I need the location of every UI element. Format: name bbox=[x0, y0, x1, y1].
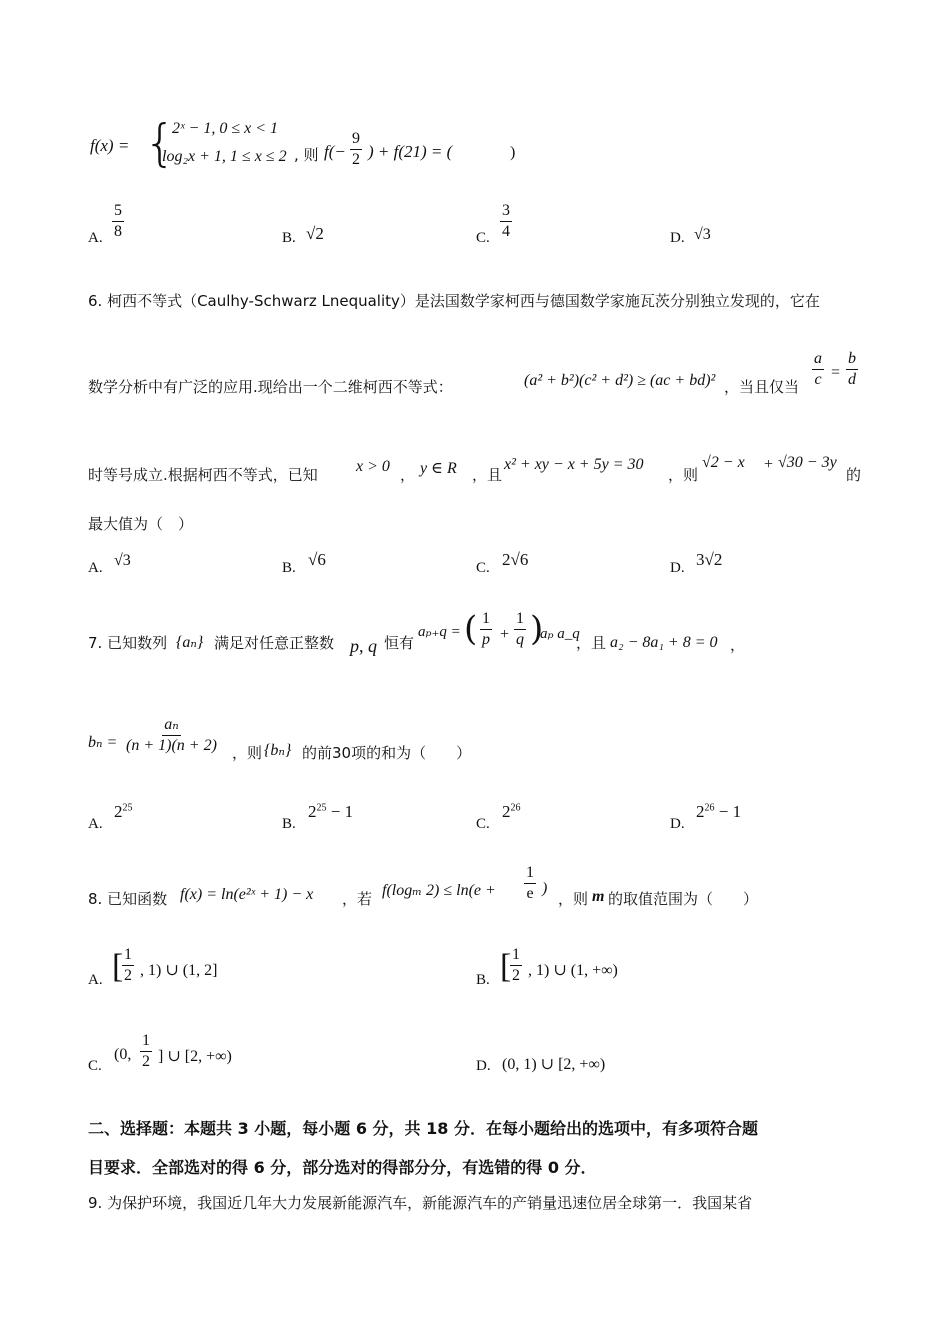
q6-line2 bbox=[88, 350, 878, 400]
q7-line1 bbox=[88, 604, 878, 668]
q7-option-a-value bbox=[114, 802, 133, 822]
q7-option-b-base: 2 bbox=[308, 802, 317, 821]
q6-option-d-value: 3√2 bbox=[696, 550, 723, 569]
q7-paren-open: ( bbox=[464, 609, 478, 649]
q8-option-d-value: (0, 1) ∪ [2, +∞) bbox=[502, 1056, 606, 1073]
q5-option-c-num: 3 bbox=[500, 202, 512, 222]
q7-option-c-value bbox=[502, 802, 521, 822]
q5-option-a-num: 5 bbox=[112, 202, 124, 222]
q8-line1-d: 的取值范围为（ ） bbox=[608, 890, 759, 908]
q5-option-a-den: 8 bbox=[114, 222, 122, 240]
q5-case2: log₂x + 1, 1 ≤ x ≤ 2 bbox=[162, 148, 287, 165]
q6-target-root2: √30 − 3y bbox=[778, 454, 837, 471]
q7-frac-1q bbox=[514, 610, 526, 648]
q8-option-a-num: 1 bbox=[122, 946, 134, 966]
q7-recur-lhs: aₚ₊q = bbox=[418, 624, 461, 640]
q7-bn-den: (n + 1)(n + 2) bbox=[126, 736, 217, 754]
q8-line1-b: ，若 bbox=[342, 890, 373, 908]
q6-line4: 最大值为（ ） bbox=[88, 515, 194, 533]
q7-frac-1p-num: 1 bbox=[480, 610, 492, 630]
q8-option-c-post: ] ∪ [2, +∞) bbox=[158, 1048, 232, 1065]
q6-constraint: x² + xy − x + 5y = 30 bbox=[504, 456, 644, 473]
q8-option-c-label: C. bbox=[88, 1058, 102, 1074]
q6-cond-d: d bbox=[848, 370, 856, 388]
q6-line3-sep1: ， bbox=[400, 466, 416, 484]
q6-option-d-radicand: 2 bbox=[713, 550, 723, 569]
q6-line1: 6. 柯西不等式（Caulhy-Schwarz Lnequality）是法国数学家柯西与德国数学家施瓦茨分别独立发现的，它在 bbox=[88, 292, 820, 310]
q7-seq-a: {aₙ} bbox=[176, 634, 204, 651]
q8-function: f(x) = ln(e²ˣ + 1) − x bbox=[180, 886, 314, 903]
q7-bn-num: aₙ bbox=[162, 716, 180, 736]
q6-option-d-label: D. bbox=[670, 560, 685, 576]
q7-recur-rhs: aₚ a_q bbox=[540, 626, 580, 642]
q6-line2-mid: ，当且仅当 bbox=[724, 378, 800, 396]
q8-option-b-post: , 1) ∪ (1, +∞) bbox=[528, 962, 618, 979]
q7-initial-eq: a₂ − 8a₁ + 8 = 0 bbox=[610, 634, 718, 651]
q7-option-c-base: 2 bbox=[502, 802, 511, 821]
q6-cond-x: x > 0 bbox=[356, 458, 390, 475]
q5-ask-expr-a: f(− bbox=[324, 142, 346, 161]
q7-option-d-value bbox=[696, 802, 741, 822]
q6-cond-c: c bbox=[814, 370, 822, 388]
q8-option-c-num: 1 bbox=[140, 1032, 152, 1052]
q7-option-b-value bbox=[308, 802, 353, 822]
q7-option-c-label: C. bbox=[476, 816, 490, 832]
q8-option-a-den: 2 bbox=[124, 966, 132, 984]
q5-ask-frac bbox=[350, 130, 362, 168]
q8-option-c-pre: (0, bbox=[114, 1046, 132, 1063]
q8-option-a-label: A. bbox=[88, 972, 103, 988]
q5-ask-expr-b: ) + f(21) = ( bbox=[368, 142, 453, 161]
q6-option-b-radicand: 6 bbox=[317, 550, 326, 569]
q7-option-b-label: B. bbox=[282, 816, 296, 832]
q8-line1 bbox=[88, 860, 878, 916]
q6-option-c-radicand: 6 bbox=[519, 550, 529, 569]
q5-ask-num: 9 bbox=[350, 130, 362, 150]
q6-cond-a: a bbox=[812, 350, 824, 370]
q8-ineq-a: f(logₘ 2) ≤ ln(e + bbox=[382, 882, 496, 899]
q6-target-plus: + bbox=[764, 456, 774, 473]
q7-line2-a: ，则 bbox=[232, 744, 263, 762]
q9-line1: 9. 为保护环境，我国近几年大力发展新能源汽车，新能源汽车的产销量迅速位居全球第一．我国某省 bbox=[88, 1194, 753, 1212]
q6-option-a-value: √3 bbox=[114, 552, 131, 569]
q7-frac-plus: + bbox=[500, 626, 510, 643]
q8-option-a-post: , 1) ∪ (1, 2] bbox=[140, 962, 218, 979]
q5-option-b-label: B. bbox=[282, 230, 296, 246]
section2-heading-line1: 二、选择题：本题共 3 小题，每小题 6 分，共 18 分．在每小题给出的选项中，有多项符合题 bbox=[88, 1119, 758, 1138]
q5-option-b-radicand: 2 bbox=[315, 224, 324, 243]
q7-bn-lhs: bₙ = bbox=[88, 734, 118, 751]
q6-option-a-label: A. bbox=[88, 560, 103, 576]
q8-option-b-pre: [ bbox=[500, 948, 512, 985]
q8-ineq-frac bbox=[524, 864, 536, 902]
q8-line1-a: 8. 已知函数 bbox=[88, 890, 168, 908]
q6-line3-b: ，且 bbox=[472, 466, 503, 484]
q7-option-a-exp: 25 bbox=[122, 802, 133, 814]
q8-option-b-num: 1 bbox=[510, 946, 522, 966]
q5-option-c-den: 4 bbox=[502, 222, 510, 240]
q8-ineq-num: 1 bbox=[524, 864, 536, 884]
q7-frac-1p-den: p bbox=[482, 630, 490, 648]
q6-line3-c: ，则 bbox=[668, 466, 699, 484]
q8-option-b-label: B. bbox=[476, 972, 490, 988]
q5-ask-close: ) bbox=[510, 144, 516, 161]
q6-cond-frac-right bbox=[846, 350, 858, 388]
q5-ask-den: 2 bbox=[352, 150, 360, 168]
q5-option-c-label: C. bbox=[476, 230, 490, 246]
q6-cond-eq: = bbox=[831, 364, 841, 381]
q6-target-root1: √2 − x bbox=[702, 454, 745, 471]
q7-frac-1q-den: q bbox=[516, 630, 524, 648]
q7-line1-b: 满足对任意正整数 bbox=[214, 634, 335, 652]
q5-case1: 2ˣ − 1, 0 ≤ x < 1 bbox=[172, 120, 278, 137]
q8-option-c-den: 2 bbox=[142, 1052, 150, 1070]
q6-option-a-radicand: 3 bbox=[122, 552, 131, 569]
q5-option-c-frac bbox=[500, 202, 512, 240]
q7-frac-1p bbox=[480, 610, 492, 648]
q8-ineq-den: e bbox=[526, 884, 534, 902]
q8-option-c-frac bbox=[140, 1032, 152, 1070]
q6-option-c-label: C. bbox=[476, 560, 490, 576]
q8-option-a-frac bbox=[122, 946, 134, 984]
q5-option-a-label: A. bbox=[88, 230, 103, 246]
q5-option-b-sqrt: √2 bbox=[306, 224, 324, 243]
q6-target-radicand2: 30 − 3y bbox=[786, 454, 837, 471]
q7-line1-c: 恒有 bbox=[384, 634, 415, 652]
q7-line1-a: 7. 已知数列 bbox=[88, 634, 168, 652]
q8-line1-c: ，则 bbox=[558, 890, 589, 908]
q7-line1-e: ， bbox=[730, 636, 746, 654]
q7-line1-d: ，且 bbox=[576, 634, 607, 652]
q6-line2-text: 数学分析中有广泛的应用.现给出一个二维柯西不等式： bbox=[88, 378, 453, 396]
q7-option-d-base: 2 bbox=[696, 802, 705, 821]
q6-line3-d: 的 bbox=[846, 466, 862, 484]
section2-heading-line2: 目要求．全部选对的得 6 分，部分选对的得部分分，有选错的得 0 分． bbox=[88, 1158, 597, 1177]
q7-paren-close: ) bbox=[530, 609, 544, 649]
q6-line3-a: 时等号成立.根据柯西不等式，已知 bbox=[88, 466, 318, 484]
q7-option-c-exp: 26 bbox=[510, 802, 521, 814]
q6-cond-y: y ∈ R bbox=[420, 460, 457, 477]
q6-cauchy-expr: (a² + b²)(c² + d²) ≥ (ac + bd)² bbox=[524, 372, 716, 389]
q8-option-a-pre: [ bbox=[112, 948, 124, 985]
q5-fx: f(x) = bbox=[90, 136, 130, 155]
q8-option-d-label: D. bbox=[476, 1058, 491, 1074]
q7-option-d-exp: 26 bbox=[704, 802, 715, 814]
q8-var-m: m bbox=[592, 888, 605, 905]
q6-option-c-coef: 2 bbox=[502, 550, 511, 569]
q6-line3 bbox=[88, 446, 878, 486]
q5-ask-prefix: , 则 bbox=[294, 146, 319, 164]
q7-frac-1q-num: 1 bbox=[514, 610, 526, 630]
q5-option-a-frac bbox=[112, 202, 124, 240]
q7-line2-b: 的前30项的和为（ ） bbox=[302, 744, 472, 762]
q7-option-a-base: 2 bbox=[114, 802, 123, 821]
q5-option-d-radicand: 3 bbox=[702, 226, 711, 243]
q6-option-b-value: √6 bbox=[308, 550, 326, 569]
q7-seq-b: {bₙ} bbox=[264, 742, 292, 759]
q7-pq: p, q bbox=[350, 636, 377, 656]
q7-bn-frac bbox=[124, 716, 219, 754]
q7-option-a-label: A. bbox=[88, 816, 103, 832]
q7-option-d-tail: − 1 bbox=[714, 802, 742, 821]
q6-cond-frac-left bbox=[812, 350, 824, 388]
q6-option-d-coef: 3 bbox=[696, 550, 705, 569]
q8-ineq-b: ) bbox=[542, 880, 548, 897]
q7-option-b-exp: 25 bbox=[316, 802, 327, 814]
q7-option-d-label: D. bbox=[670, 816, 685, 832]
q8-option-b-den: 2 bbox=[512, 966, 520, 984]
q6-option-b-label: B. bbox=[282, 560, 296, 576]
q7-option-b-tail: − 1 bbox=[326, 802, 354, 821]
q8-option-b-frac bbox=[510, 946, 522, 984]
q5-option-d-sqrt: √3 bbox=[694, 226, 711, 243]
q6-cond-b: b bbox=[846, 350, 858, 370]
q5-brace: { bbox=[144, 114, 176, 172]
q7-line2 bbox=[88, 716, 878, 772]
q6-option-c-value: 2√6 bbox=[502, 550, 529, 569]
q6-target-radicand1: 2 − x bbox=[710, 454, 745, 471]
q5-option-d-label: D. bbox=[670, 230, 685, 246]
